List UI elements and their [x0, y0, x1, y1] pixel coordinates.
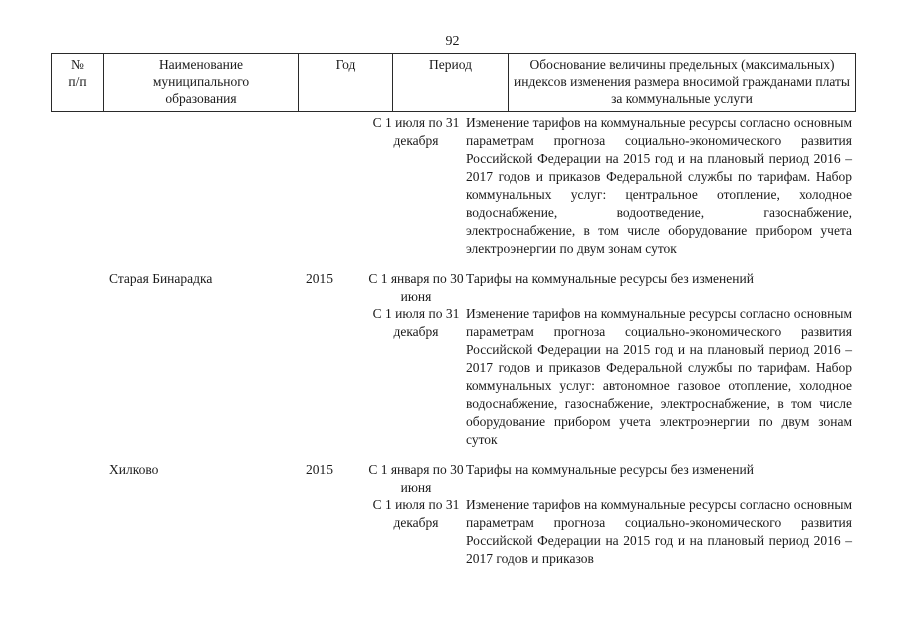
- period-cell: С 1 июля по 31 декабря: [372, 497, 460, 530]
- year-cell: 2015: [306, 462, 333, 477]
- municipality-name: Хилково: [109, 462, 159, 477]
- justification-cell: Тарифы на коммунальные ресурсы без изменений: [466, 271, 754, 286]
- municipality-name: Старая Бинарадка: [109, 271, 213, 286]
- justification-cell: Изменение тарифов на коммунальные ресурсы согласно основным параметрам прогноза социально-экономического развития Российской Федерации на 2015 год и на плановый период 2016 – 2017 годов и приказов: [466, 497, 852, 566]
- header-name: Наименование муниципального образования: [104, 54, 299, 111]
- justification-cell: Тарифы на коммунальные ресурсы без изменений: [466, 462, 754, 477]
- year-cell: 2015: [306, 271, 333, 286]
- period-cell: С 1 января по 30 июня: [368, 271, 464, 304]
- header-year: Год: [299, 54, 393, 111]
- header-period: Период: [393, 54, 509, 111]
- page-number: 92: [445, 34, 460, 49]
- period-cell: С 1 января по 30 июня: [368, 462, 464, 495]
- period-cell: С 1 июля по 31 декабря: [372, 115, 460, 148]
- table-header: [51, 53, 856, 112]
- period-cell: С 1 июля по 31 декабря: [372, 306, 460, 339]
- header-num: № п/п: [52, 54, 104, 111]
- header-justification: Обоснование величины предельных (максимальных) индексов изменения размера вносимой гражданами платы за коммунальные услуги: [514, 57, 850, 106]
- justification-cell: Изменение тарифов на коммунальные ресурсы согласно основным параметрам прогноза социально-экономического развития Российской Федерации на 2015 год и на плановый период 2016 – 2017 годов и приказов Федеральной службы по тарифам. Набор коммунальных услуг: центральное отопление, холодное водоснабжение, водоотведение, газоснабжение, электроснабжение, в том числе оборудование прибором учета электроэнергии по двум зонам суток: [466, 115, 852, 256]
- justification-cell: Изменение тарифов на коммунальные ресурсы согласно основным параметрам прогноза социально-экономического развития Российской Федерации на 2015 год и на плановый период 2016 – 2017 годов и приказов Федеральной службы по тарифам. Набор коммунальных услуг: автономное газовое отопление, холодное водоснабжение, газоснабжение, электроснабжение, в том числе оборудование прибором учета электроэнергии по двум зонам суток: [466, 306, 852, 447]
